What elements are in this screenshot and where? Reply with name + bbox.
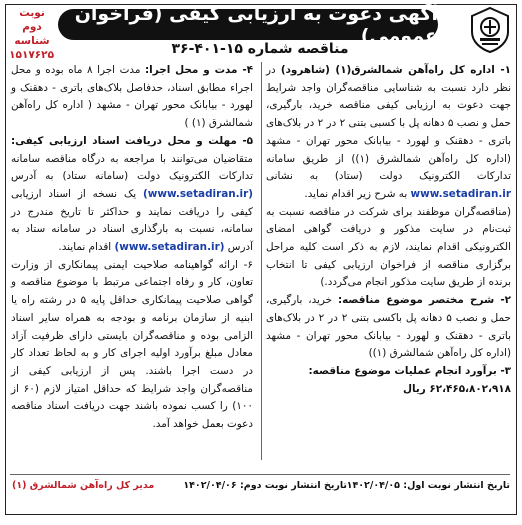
setad-link[interactable]: www.setadiran.ir [410, 187, 511, 200]
ad-title: آگهی دعوت به ارزیابی کیفی (فراخوان عمومی) [58, 9, 438, 40]
setad-link-2[interactable]: (www.setadiran.ir) [143, 187, 253, 200]
section-5-body-2: یک نسخه از اسناد ارزیابی کیفی را دریافت نمایند و حداکثر تا تاریخ مندرج در سامانه، نسبت به بارگذاری اسناد در سامانه ستاد به آدرس [11, 187, 253, 254]
section-4-body: مدت اجرا ۸ ماه بوده و محل اجراء مطابق اسناد، حدفاصل بلاک‌های باتری - دهقنک و لهورد - بیابانک محور تهران - مشهد ( اداره کل راه‌آهن شمالشرق (۱) ) [11, 64, 253, 130]
estimate-amount: ۶۲،۴۶۵،۸۰۲،۹۱۸ ریال [402, 382, 511, 395]
footer-divider [10, 474, 510, 475]
section-6: ۶- ارائه گواهینامه صلاحیت ایمنی پیمانکاری از وزارت تعاون، کار و رفاه اجتماعی مرتبط با موضوع مناقصه و گواهی صلاحیت پیمانکاری حداقل پایه ۵ در رشته راه یا ابنیه از سازمان برنامه و بودجه به همراه سایر اسناد الزامی بوده و مناقصه‌گران بایستی دارای ظرفیت آزاد معادل مبلغ برآورد اولیه اجرای کار و به لحاظ تعداد کار در دست اجرا باشند. پس از ارزیابی کیفی از مناقصه‌گران واجد شرایط که حداقل امتیاز لازم (۶۰ از ۱۰۰) را کسب نموده باشند جهت دریافت اسناد مناقصه دعوت بعمل خواهد آمد. [11, 258, 253, 431]
section-1-body: در نظر دارد نسبت به شناسایی مناقصه‌گران واجد شرایط جهت دعوت به ارزیابی کیفی مناقصه خرید، بارگیری، حمل و نصب ۵ دهانه پل با کسبی بتنی ۲ در ۲ در بلاک‌های باتری - دهقنک و لهورد - بیابانک محور تهران - مشهد (اداره کل راه‌آهن شمالشرق (۱)) از طریق سامانه تدارکات الکترونیک دولت (ستاد) به نشانی [266, 64, 511, 183]
section-4 [11, 62, 253, 133]
second-publish-date: تاریخ انتشار نوبت دوم: ۱۴۰۲/۰۴/۰۶ [183, 480, 347, 491]
tender-number: مناقصه شماره ۱۵-۴۰۱-۳۶ [171, 41, 349, 57]
right-column [266, 62, 511, 398]
setad-link-3[interactable]: (www.setadiran.ir) [114, 241, 225, 254]
section-1 [266, 62, 511, 204]
column-divider [261, 62, 262, 460]
railway-emblem-icon [468, 6, 512, 54]
section-3-title: ۳- برآورد انجام عملیات موضوع مناقصه: [308, 364, 511, 377]
section-5-end: اقدام نمایند. [58, 241, 115, 254]
signature: مدیر کل راه‌آهن شمالشرق (۱) [12, 480, 155, 491]
section-1-end: به شرح زیر اقدام نماید. [304, 187, 411, 200]
registration-note: (مناقصه‌گران موظفند برای شرکت در مناقصه نسبت به ثبت‌نام در سایت مذکور و دریافت گواهی امضای الکترونیکی اقدام نمایند، لازم به ذکر است کلیه مراحل برگزاری مناقصه از فراخوان ارزیابی کیفی تا انتخاب برنده از طریق سایت مذکور انجام می‌گردد.) [266, 205, 511, 289]
section-5 [11, 133, 253, 257]
section-4-title: ۴- مدت و محل اجرا: [145, 64, 254, 76]
section-2-body: خرید، بارگیری، حمل و نصب ۵ دهانه پل باکسی بتنی ۲ در ۲ در بلاک‌های باتری - دهقنک و لهورد - بیابانک محور تهران - مشهد (اداره کل راه‌آهن شمالشرق (۱)) [266, 294, 511, 360]
first-publish-date: تاریخ انتشار نوبت اول: ۱۴۰۲/۰۴/۰۵ [346, 480, 510, 491]
badge-id-label: شناسه [14, 35, 50, 47]
ad-badge [10, 6, 54, 62]
section-2-title: ۲- شرح مختصر موضوع مناقصه: [337, 294, 511, 307]
section-5-title: ۵- مهلت و محل دریافت اسناد ارزیابی کیفی: [11, 134, 253, 147]
badge-round: نوبت دوم [19, 7, 45, 33]
badge-id-number: ۱۵۱۷۶۲۵ [9, 49, 54, 61]
section-1-title: ۱- اداره کل راه‌آهن شمالشرق(۱) (شاهرود) [280, 64, 511, 76]
section-3 [266, 363, 511, 398]
section-5-body: متقاضیان می‌توانند با مراجعه به درگاه مناقصه سامانه تدارکات الکترونیک دولت (سامانه ستاد) به آدرس [11, 152, 253, 183]
section-2 [266, 292, 511, 363]
left-column [11, 62, 253, 434]
